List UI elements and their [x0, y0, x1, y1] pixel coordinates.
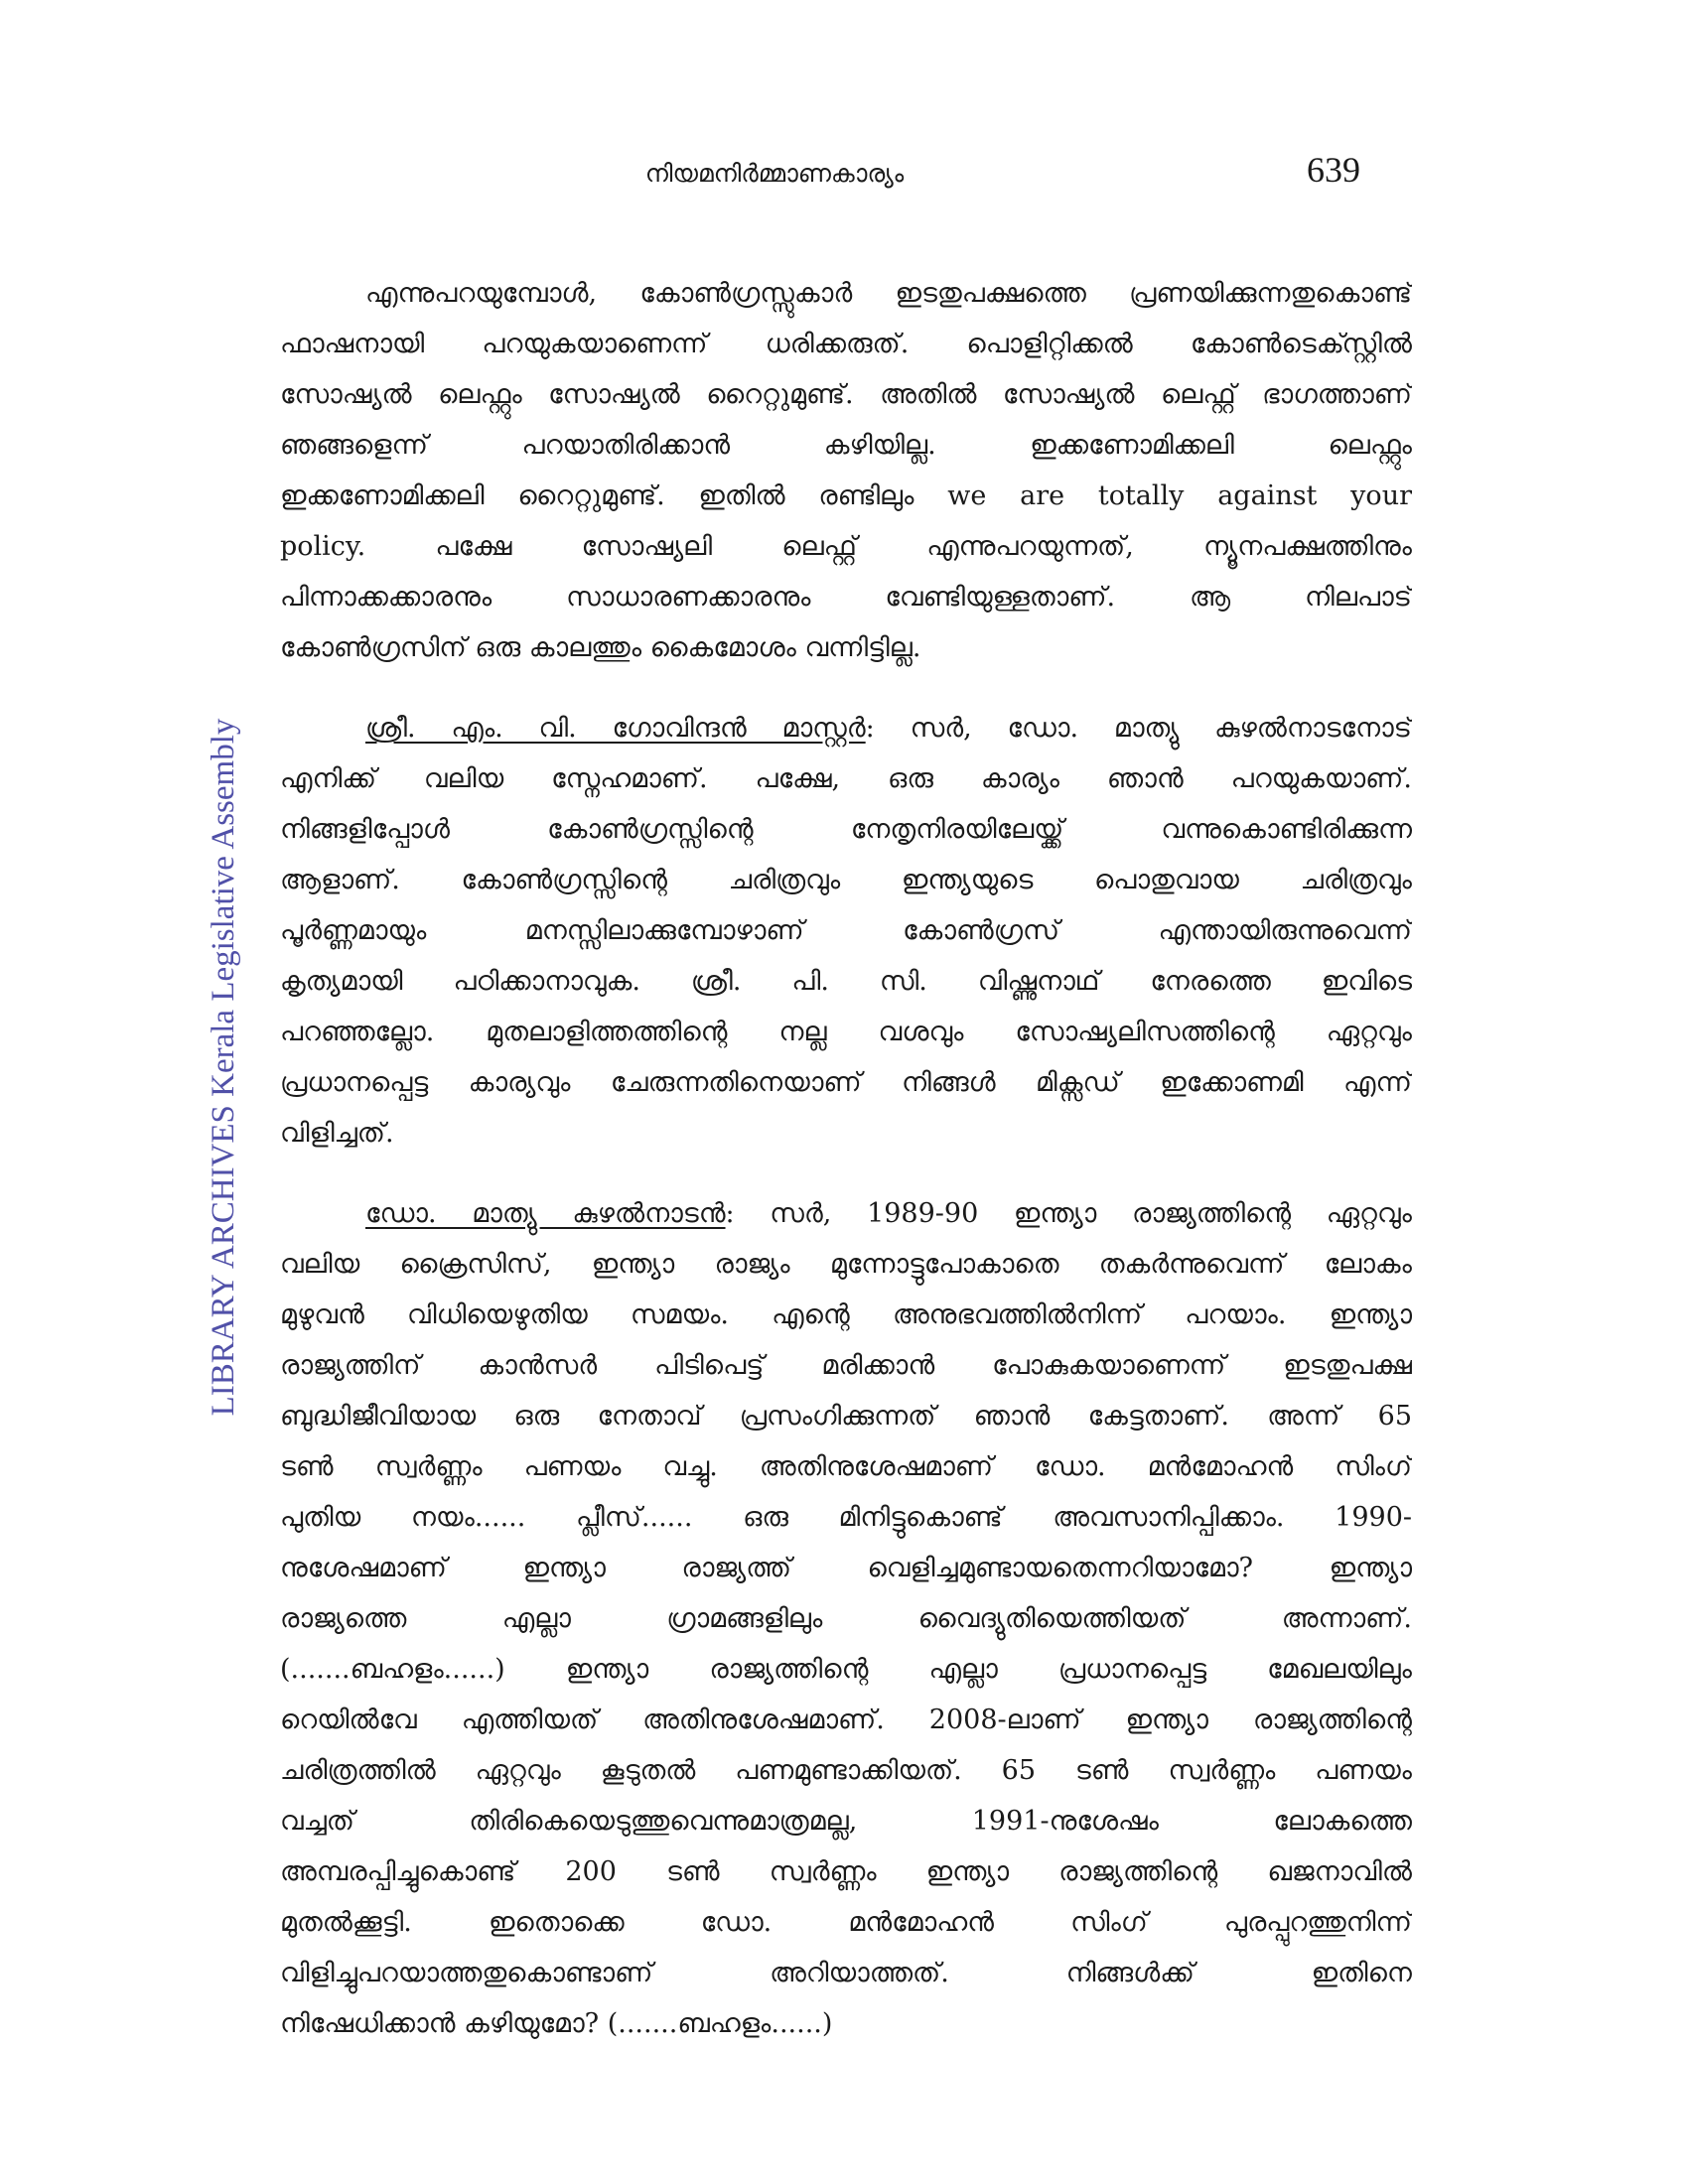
- line-text: മുതൽക്കൂട്ടി. ഇതൊക്കെ ഡോ. മൻമോഹൻ സിംഗ് പുരപ്പുറത്തുനിന്ന്: [280, 1907, 1412, 1938]
- paragraph: [280, 268, 1412, 673]
- text-line: [280, 1188, 1412, 1239]
- line-text: പൂർണ്ണമായും മനസ്സിലാക്കുമ്പോഴാണ് കോൺഗ്രസ് എന്തായിരുന്നുവെന്ന്: [280, 915, 1412, 946]
- line-text: ആളാണ്. കോൺഗ്രസ്സിന്റെ ചരിത്രവും ഇന്ത്യയുടെ പൊതുവായ ചരിത്രവും: [280, 865, 1412, 895]
- side-watermark: LIBRARY ARCHIVES Kerala Legislative Assembly: [206, 718, 241, 1417]
- line-text: പറഞ്ഞല്ലോ. മുതലാളിത്തത്തിന്റെ നല്ല വശവും സോഷ്യലിസത്തിന്റെ ഏറ്റവും: [280, 1017, 1412, 1047]
- text-line: [280, 1695, 1412, 1745]
- line-text: (.......ബഹളം......) ഇന്ത്യാ രാജ്യത്തിന്റെ എല്ലാ പ്രധാനപ്പെട്ട മേഖലയിലും: [280, 1654, 1412, 1685]
- text-line: [280, 521, 1412, 572]
- line-text: വച്ചത് തിരികെയെടുത്തുവെന്നുമാത്രമല്ല, 1991-നുശേഷം ലോകത്തെ: [280, 1806, 1412, 1837]
- line-text: കോൺഗ്രസിന് ഒരു കാലത്തും കൈമോശം വന്നിട്ടില്ല.: [280, 632, 921, 663]
- line-text: മുഴുവൻ വിധിയെഴുതിയ സമയം. എന്റെ അനുഭവത്തിൽനിന്ന് പറയാം. ഇന്ത്യാ: [280, 1299, 1412, 1330]
- text-line: [280, 1391, 1412, 1441]
- line-text: നുശേഷമാണ് ഇന്ത്യാ രാജ്യത്ത് വെളിച്ചമുണ്ടായതെന്നറിയാമോ? ഇന്ത്യാ: [280, 1553, 1412, 1583]
- line-text: പുതിയ നയം...... പ്ലീസ്...... ഒരു മിനിട്ടുകൊണ്ട് അവസാനിപ്പിക്കാം. 1990-: [280, 1502, 1412, 1533]
- text-line: [280, 1543, 1412, 1593]
- speaker-name: ഡോ. മാത്യു കുഴൽനാടൻ: [365, 1198, 726, 1229]
- line-text: രാജ്യത്തെ എല്ലാ ഗ്രാമങ്ങളിലും വൈദ്യുതിയെത്തിയത് അന്നാണ്.: [280, 1603, 1412, 1634]
- line-text: എന്നുപറയുമ്പോൾ, കോൺഗ്രസ്സുകാർ ഇടതുപക്ഷത്തെ പ്രണയിക്കുന്നതുകൊണ്ട്: [365, 278, 1412, 309]
- line-text: പിന്നാക്കക്കാരനും സാധാരണക്കാരനും വേണ്ടിയുള്ളതാണ്. ആ നിലപാട്: [280, 582, 1412, 613]
- text-line: [280, 1492, 1412, 1543]
- text-line: [280, 1108, 1412, 1159]
- text-line: [280, 703, 1412, 753]
- line-text: സോഷ്യൽ ലെഫ്റ്റും സോഷ്യൽ റൈറ്റുമുണ്ട്. അതിൽ സോഷ്യൽ ലെഫ്റ്റ് ഭാഗത്താണ്: [280, 379, 1412, 410]
- line-text: റെയിൽവേ എത്തിയത് അതിനുശേഷമാണ്. 2008-ലാണ് ഇന്ത്യാ രാജ്യത്തിന്റെ: [280, 1705, 1412, 1735]
- line-text: നിഷേധിക്കാൻ കഴിയുമോ? (.......ബഹളം......): [280, 2008, 833, 2039]
- line-text: ഇക്കണോമിക്കലി റൈറ്റുമുണ്ട്. ഇതിൽ രണ്ടിലും we are totally against your: [280, 480, 1412, 511]
- page-header: [0, 149, 1688, 199]
- text-line: [280, 369, 1412, 420]
- text-line: [280, 1057, 1412, 1108]
- text-line: [280, 1948, 1412, 1998]
- line-text: ടൺ സ്വർണ്ണം പണയം വച്ചു. അതിനുശേഷമാണ് ഡോ. മൻമോഹൻ സിംഗ്: [280, 1451, 1412, 1482]
- running-head: നിയമനിർമ്മാണകാര്യം: [644, 159, 905, 188]
- text-line: [280, 1007, 1412, 1057]
- line-text: വിളിച്ചുപറയാത്തതുകൊണ്ടാണ് അറിയാത്തത്. നിങ്ങൾക്ക് ഇതിനെ: [280, 1958, 1412, 1988]
- line-text: : സർ, 1989-90 ഇന്ത്യാ രാജ്യത്തിന്റെ ഏറ്റവും: [725, 1198, 1412, 1229]
- line-text: പ്രധാനപ്പെട്ട കാര്യവും ചേരുന്നതിനെയാണ് നിങ്ങൾ മിക്സഡ് ഇക്കോണമി എന്ന്: [280, 1067, 1412, 1098]
- text-line: [280, 1796, 1412, 1846]
- text-line: [280, 1644, 1412, 1695]
- line-text: രാജ്യത്തിന് കാൻസർ പിടിപെട്ട് മരിക്കാൻ പോകുകയാണെന്ന് ഇടതുപക്ഷ: [280, 1350, 1412, 1381]
- line-text: വിളിച്ചത്.: [280, 1118, 394, 1149]
- line-text: ഫാഷനായി പറയുകയാണെന്ന് ധരിക്കരുത്. പൊളിറ്റിക്കൽ കോൺടെക്സ്റ്റിൽ: [280, 329, 1412, 359]
- text-line: [280, 1897, 1412, 1948]
- page-number: 639: [1307, 150, 1360, 190]
- text-line: [280, 956, 1412, 1007]
- line-text: ബുദ്ധിജീവിയായ ഒരു നേതാവ് പ്രസംഗിക്കുന്നത് ഞാൻ കേട്ടതാണ്. അന്ന് 65: [280, 1401, 1412, 1432]
- text-line: [280, 471, 1412, 521]
- line-text: വലിയ ക്രൈസിസ്, ഇന്ത്യാ രാജ്യം മുന്നോട്ടുപോകാതെ തകർന്നുവെന്ന് ലോകം: [280, 1249, 1412, 1280]
- text-line: [280, 1593, 1412, 1644]
- paragraph: [280, 1188, 1412, 2049]
- line-text: : സർ, ഡോ. മാത്യു കുഴൽനാടനോട്: [865, 713, 1412, 744]
- text-line: [280, 905, 1412, 956]
- text-line: [280, 855, 1412, 905]
- text-line: [280, 1340, 1412, 1391]
- line-text: കൃത്യമായി പഠിക്കാനാവുക. ശ്രീ. പി. സി. വിഷ്ണുനാഥ് നേരത്തെ ഇവിടെ: [280, 966, 1412, 997]
- line-text: ചരിത്രത്തിൽ ഏറ്റവും കൂടുതൽ പണമുണ്ടാക്കിയത്. 65 ടൺ സ്വർണ്ണം പണയം: [280, 1755, 1412, 1786]
- text-line: [280, 804, 1412, 855]
- line-text: എനിക്ക് വലിയ സ്നേഹമാണ്. പക്ഷേ, ഒരു കാര്യം ഞാൻ പറയുകയാണ്.: [280, 763, 1412, 794]
- text-line: [280, 268, 1412, 319]
- line-text: ഞങ്ങളെന്ന് പറയാതിരിക്കാൻ കഴിയില്ല. ഇക്കണോമിക്കലി ലെഫ്റ്റും: [280, 430, 1412, 461]
- text-line: [280, 1998, 1412, 2049]
- document-body: [280, 268, 1412, 2079]
- text-line: [280, 319, 1412, 369]
- text-line: [280, 1290, 1412, 1340]
- text-line: [280, 622, 1412, 673]
- line-text: നിങ്ങളിപ്പോൾ കോൺഗ്രസ്സിന്റെ നേതൃനിരയിലേയ്ക്ക് വന്നുകൊണ്ടിരിക്കുന്ന: [280, 814, 1412, 845]
- text-line: [280, 753, 1412, 804]
- line-text: അമ്പരപ്പിച്ചുകൊണ്ട് 200 ടൺ സ്വർണ്ണം ഇന്ത്യാ രാജ്യത്തിന്റെ ഖജനാവിൽ: [280, 1856, 1412, 1887]
- text-line: [280, 1846, 1412, 1897]
- text-line: [280, 420, 1412, 471]
- paragraph: [280, 703, 1412, 1159]
- line-text: policy. പക്ഷേ സോഷ്യലി ലെഫ്റ്റ് എന്നുപറയുന്നത്, ന്യൂനപക്ഷത്തിനും: [280, 531, 1412, 562]
- text-line: [280, 1745, 1412, 1796]
- text-line: [280, 1441, 1412, 1492]
- text-line: [280, 1239, 1412, 1290]
- speaker-name: ശ്രീ. എം. വി. ഗോവിന്ദൻ മാസ്റ്റർ: [365, 713, 866, 744]
- text-line: [280, 572, 1412, 622]
